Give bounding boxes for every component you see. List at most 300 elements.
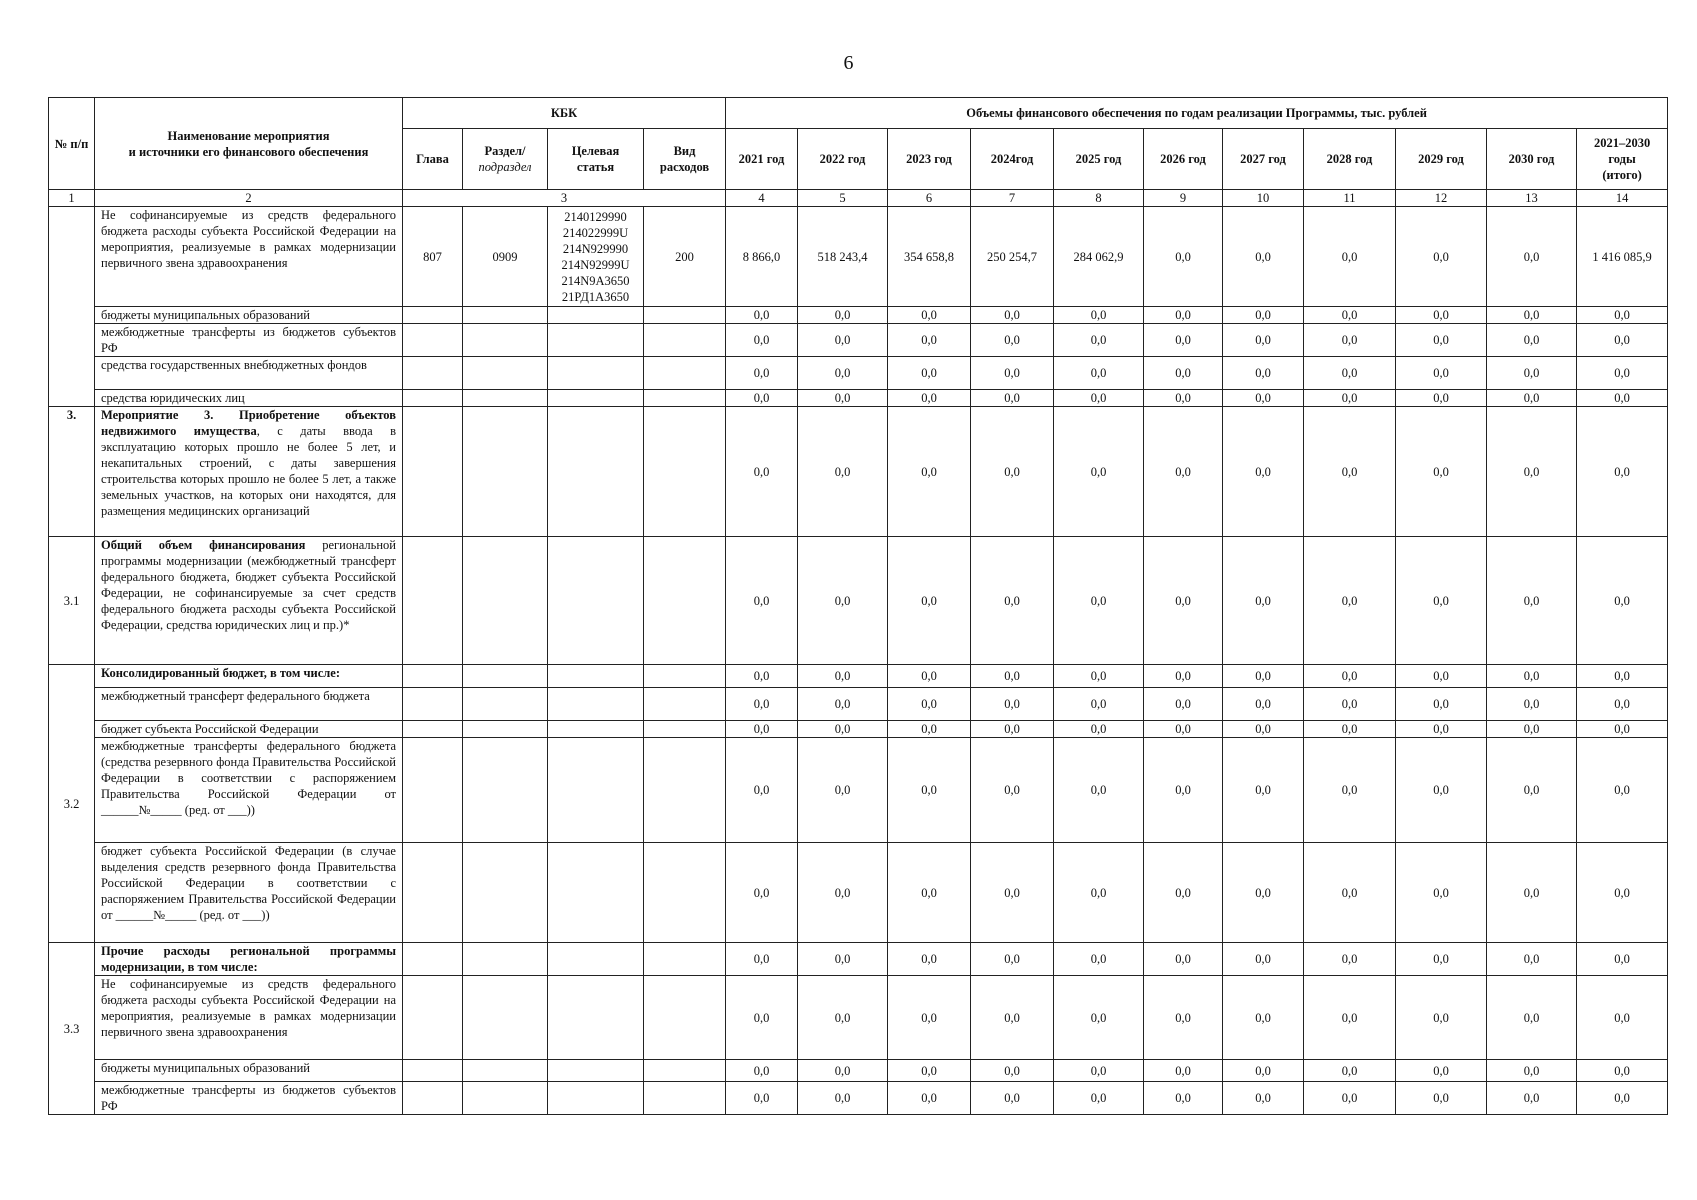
value-cell: 0,0 (798, 307, 888, 324)
kbk-empty (463, 976, 548, 1060)
row-name: бюджет субъекта Российской Федерации (в случае выделения средств резервного фонда Правительства Российской Федерации в соответствии с распоряжением Правительства Российской Федерации от ______№_____ (ред. от ___)) (95, 843, 403, 943)
celevaya-code: 214N92999U (561, 257, 630, 272)
value-cell: 0,0 (1304, 357, 1396, 390)
value-cell: 0,0 (1144, 976, 1223, 1060)
row-name: средства юридических лиц (95, 390, 403, 407)
kbk-empty (644, 307, 726, 324)
value-cell: 0,0 (1304, 721, 1396, 738)
value-cell: 0,0 (1396, 537, 1487, 665)
col-header-vid (644, 129, 726, 190)
row-name: межбюджетные трансферты из бюджетов субъектов РФ (95, 1082, 403, 1115)
value-cell: 0,0 (798, 738, 888, 843)
value-cell: 0,0 (1144, 1082, 1223, 1115)
table-row (49, 390, 1668, 407)
col-number: 2 (95, 190, 403, 207)
value-cell: 0,0 (888, 688, 971, 721)
value-cell: 0,0 (1054, 324, 1144, 357)
vid-line2: расходов (659, 160, 710, 174)
kbk-empty (644, 688, 726, 721)
col-header-volumes: Объемы финансового обеспечения по годам реализации Программы, тыс. рублей (726, 98, 1668, 129)
kbk-empty (548, 843, 644, 943)
value-cell: 0,0 (1577, 1082, 1668, 1115)
value-cell: 0,0 (1054, 357, 1144, 390)
kbk-empty (403, 688, 463, 721)
total-line2: годы (1608, 152, 1636, 166)
value-cell: 0,0 (1577, 738, 1668, 843)
value-cell: 0,0 (1577, 357, 1668, 390)
value-cell: 0,0 (1304, 665, 1396, 688)
kbk-empty (548, 537, 644, 665)
col-header-num: № п/п (49, 98, 95, 190)
value-cell: 0,0 (1054, 1082, 1144, 1115)
value-cell: 0,0 (1223, 1060, 1304, 1082)
value-cell: 0,0 (971, 688, 1054, 721)
value-cell: 250 254,7 (971, 207, 1054, 307)
value-cell: 0,0 (1487, 207, 1577, 307)
value-cell: 0,0 (1487, 943, 1577, 976)
value-cell: 0,0 (798, 324, 888, 357)
value-cell: 0,0 (971, 976, 1054, 1060)
row-name-bold: Прочие расходы региональной программы модернизации, в том числе: (101, 944, 396, 974)
value-cell: 0,0 (888, 738, 971, 843)
kbk-empty (403, 324, 463, 357)
value-cell: 0,0 (1487, 390, 1577, 407)
kbk-empty (463, 1082, 548, 1115)
row-name: бюджеты муниципальных образований (95, 307, 403, 324)
value-cell: 0,0 (1144, 665, 1223, 688)
col-number: 1 (49, 190, 95, 207)
col-header-year: 2028 год (1304, 129, 1396, 190)
value-cell: 0,0 (1577, 688, 1668, 721)
row-name: бюджет субъекта Российской Федерации (95, 721, 403, 738)
kbk-empty (644, 976, 726, 1060)
col-header-year: 2030 год (1487, 129, 1577, 190)
value-cell: 0,0 (1144, 738, 1223, 843)
value-cell: 0,0 (1577, 390, 1668, 407)
celevaya-code: 214022999U (562, 225, 629, 240)
kbk-empty (463, 688, 548, 721)
value-cell: 0,0 (971, 738, 1054, 843)
kbk-empty (548, 721, 644, 738)
row-name-bold: Консолидированный бюджет, в том числе: (101, 666, 340, 680)
col-header-name-line2: и источники его финансового обеспечения (128, 144, 369, 159)
value-cell: 0,0 (888, 407, 971, 537)
col-header-year: 2029 год (1396, 129, 1487, 190)
value-cell: 0,0 (888, 390, 971, 407)
value-cell: 0,0 (1144, 1060, 1223, 1082)
value-cell: 0,0 (888, 943, 971, 976)
kbk-empty (463, 665, 548, 688)
value-cell: 0,0 (971, 1060, 1054, 1082)
kbk-empty (403, 976, 463, 1060)
value-cell: 0,0 (1396, 943, 1487, 976)
kbk-empty (548, 943, 644, 976)
kbk-empty (403, 357, 463, 390)
table-row (49, 1060, 1668, 1082)
value-cell: 0,0 (888, 1082, 971, 1115)
value-cell: 0,0 (1144, 324, 1223, 357)
col-header-glava: Глава (403, 129, 463, 190)
kbk-empty (548, 738, 644, 843)
value-cell: 0,0 (1304, 843, 1396, 943)
value-cell: 0,0 (1054, 665, 1144, 688)
value-cell: 0,0 (798, 976, 888, 1060)
value-cell: 0,0 (726, 1082, 798, 1115)
value-cell: 0,0 (1304, 943, 1396, 976)
col-header-year: 2025 год (1054, 129, 1144, 190)
row-name-rest: региональной программы модернизации (межбюджетный трансферт федерального бюджета, бюджет субъекта Российской Федерации, не софинансируемые за счет средств федерального бюджета расходы субъекта Российской Федерации, средства юридических лиц и пр.)* (101, 538, 396, 632)
value-cell: 0,0 (798, 390, 888, 407)
value-cell: 0,0 (1223, 407, 1304, 537)
col-header-celevaya (548, 129, 644, 190)
value-cell: 1 416 085,9 (1577, 207, 1668, 307)
table-row (49, 207, 1668, 307)
kbk-empty (403, 407, 463, 537)
page-number: 6 (843, 52, 854, 74)
value-cell: 0,0 (1304, 1082, 1396, 1115)
value-cell: 0,0 (726, 665, 798, 688)
value-cell: 0,0 (1223, 843, 1304, 943)
kbk-empty (644, 738, 726, 843)
row-name (95, 943, 403, 976)
kbk-celevaya (548, 207, 644, 307)
col-number: 13 (1487, 190, 1577, 207)
kbk-empty (644, 665, 726, 688)
col-number: 8 (1054, 190, 1144, 207)
kbk-empty (644, 1082, 726, 1115)
value-cell: 0,0 (1577, 307, 1668, 324)
col-header-name (95, 98, 403, 190)
col-header-razdel (463, 129, 548, 190)
col-header-name-line1: Наименование мероприятия (167, 128, 330, 143)
col-number: 10 (1223, 190, 1304, 207)
table-row (49, 738, 1668, 843)
kbk-empty (403, 843, 463, 943)
value-cell: 0,0 (1223, 537, 1304, 665)
kbk-empty (403, 1060, 463, 1082)
kbk-empty (463, 407, 548, 537)
value-cell: 0,0 (888, 665, 971, 688)
value-cell: 0,0 (1487, 324, 1577, 357)
value-cell: 0,0 (1304, 407, 1396, 537)
kbk-empty (548, 390, 644, 407)
value-cell: 0,0 (1054, 307, 1144, 324)
value-cell: 0,0 (1304, 976, 1396, 1060)
value-cell: 0,0 (971, 843, 1054, 943)
kbk-empty (644, 324, 726, 357)
value-cell: 0,0 (1396, 307, 1487, 324)
kbk-empty (644, 843, 726, 943)
value-cell: 0,0 (1223, 688, 1304, 721)
value-cell: 0,0 (726, 390, 798, 407)
col-header-total (1577, 129, 1668, 190)
value-cell: 518 243,4 (798, 207, 888, 307)
kbk-empty (463, 324, 548, 357)
financing-table (48, 97, 1668, 1115)
kbk-empty (644, 537, 726, 665)
kbk-empty (403, 307, 463, 324)
value-cell: 0,0 (798, 688, 888, 721)
value-cell: 0,0 (1304, 324, 1396, 357)
value-cell: 0,0 (888, 843, 971, 943)
col-header-year: 2027 год (1223, 129, 1304, 190)
kbk-empty (463, 738, 548, 843)
kbk-empty (463, 357, 548, 390)
value-cell: 284 062,9 (1054, 207, 1144, 307)
celevaya-code: 214N929990 (562, 241, 629, 256)
value-cell: 0,0 (1577, 324, 1668, 357)
row-name: межбюджетные трансферты федерального бюджета (средства резервного фонда Правительства Российской Федерации в соответствии с распоряжением Правительства Российской Федерации от ______№_____ (ред. от ___)) (95, 738, 403, 843)
col-number: 6 (888, 190, 971, 207)
col-number: 12 (1396, 190, 1487, 207)
table-row (49, 324, 1668, 357)
celevaya-code: 2140129990 (564, 209, 627, 224)
value-cell: 0,0 (971, 357, 1054, 390)
value-cell: 0,0 (798, 1060, 888, 1082)
value-cell: 0,0 (1144, 390, 1223, 407)
value-cell: 0,0 (1223, 721, 1304, 738)
value-cell: 0,0 (1223, 738, 1304, 843)
row-name: межбюджетный трансферт федерального бюджета (95, 688, 403, 721)
kbk-empty (548, 1060, 644, 1082)
value-cell: 0,0 (798, 943, 888, 976)
value-cell: 0,0 (1144, 207, 1223, 307)
value-cell: 0,0 (1223, 207, 1304, 307)
value-cell: 0,0 (1054, 976, 1144, 1060)
kbk-empty (463, 943, 548, 976)
row-name: Не софинансируемые из средств федерального бюджета расходы субъекта Российской Федерации на мероприятия, реализуемые в рамках модернизации первичного звена здравоохранения (95, 976, 403, 1060)
value-cell: 0,0 (798, 537, 888, 665)
kbk-razdel: 0909 (463, 207, 548, 307)
value-cell: 0,0 (1223, 665, 1304, 688)
value-cell: 0,0 (726, 407, 798, 537)
value-cell: 8 866,0 (726, 207, 798, 307)
value-cell: 0,0 (971, 1082, 1054, 1115)
value-cell: 0,0 (798, 843, 888, 943)
total-line1: 2021–2030 (1593, 136, 1651, 150)
row-num: 3.3 (49, 943, 95, 1115)
kbk-empty (548, 307, 644, 324)
value-cell: 0,0 (1396, 688, 1487, 721)
value-cell: 0,0 (1396, 843, 1487, 943)
kbk-empty (548, 665, 644, 688)
kbk-empty (403, 738, 463, 843)
row-name: средства государственных внебюджетных фондов (95, 357, 403, 390)
kbk-empty (463, 721, 548, 738)
row-name: бюджеты муниципальных образований (95, 1060, 403, 1082)
kbk-empty (548, 688, 644, 721)
value-cell: 0,0 (1396, 1082, 1487, 1115)
value-cell: 0,0 (1577, 1060, 1668, 1082)
col-number: 5 (798, 190, 888, 207)
table-row (49, 843, 1668, 943)
value-cell: 0,0 (1144, 407, 1223, 537)
value-cell: 0,0 (726, 537, 798, 665)
col-header-year: 2026 год (1144, 129, 1223, 190)
value-cell: 0,0 (1577, 537, 1668, 665)
value-cell: 0,0 (1396, 721, 1487, 738)
value-cell: 0,0 (1577, 976, 1668, 1060)
table-row (49, 976, 1668, 1060)
kbk-empty (644, 407, 726, 537)
value-cell: 0,0 (888, 1060, 971, 1082)
value-cell: 0,0 (1396, 1060, 1487, 1082)
kbk-empty (463, 390, 548, 407)
value-cell: 0,0 (971, 665, 1054, 688)
value-cell: 0,0 (1577, 721, 1668, 738)
col-number: 9 (1144, 190, 1223, 207)
value-cell: 0,0 (1304, 738, 1396, 843)
row-num: 3.1 (49, 537, 95, 665)
value-cell: 0,0 (1144, 688, 1223, 721)
value-cell: 0,0 (1304, 688, 1396, 721)
value-cell: 0,0 (888, 324, 971, 357)
celevaya-code: 21РД1А3650 (561, 289, 630, 304)
total-line3: (итого) (1602, 168, 1642, 182)
value-cell: 0,0 (1054, 738, 1144, 843)
value-cell: 0,0 (971, 324, 1054, 357)
celevaya-line2: статья (576, 160, 615, 174)
kbk-empty (463, 1060, 548, 1082)
value-cell: 0,0 (971, 537, 1054, 665)
row-name (95, 407, 403, 537)
value-cell: 0,0 (888, 537, 971, 665)
value-cell: 0,0 (1054, 843, 1144, 943)
col-header-kbk: КБК (403, 98, 726, 129)
value-cell: 0,0 (1144, 537, 1223, 665)
value-cell: 0,0 (798, 665, 888, 688)
value-cell: 0,0 (1396, 390, 1487, 407)
value-cell: 0,0 (1487, 721, 1577, 738)
value-cell: 0,0 (1487, 665, 1577, 688)
value-cell: 0,0 (1144, 843, 1223, 943)
kbk-vid: 200 (644, 207, 726, 307)
value-cell: 0,0 (798, 1082, 888, 1115)
value-cell: 0,0 (726, 324, 798, 357)
value-cell: 0,0 (1487, 843, 1577, 943)
value-cell: 0,0 (726, 943, 798, 976)
value-cell: 0,0 (1396, 976, 1487, 1060)
value-cell: 0,0 (1144, 357, 1223, 390)
kbk-empty (644, 390, 726, 407)
value-cell: 0,0 (798, 407, 888, 537)
kbk-glava: 807 (403, 207, 463, 307)
value-cell: 0,0 (1487, 537, 1577, 665)
table-row (49, 357, 1668, 390)
table-row (49, 307, 1668, 324)
value-cell: 354 658,8 (888, 207, 971, 307)
kbk-empty (548, 357, 644, 390)
value-cell: 0,0 (726, 738, 798, 843)
kbk-empty (403, 721, 463, 738)
row-num: 3.2 (49, 665, 95, 943)
razdel-line2: подраздел (478, 160, 532, 174)
value-cell: 0,0 (971, 943, 1054, 976)
value-cell: 0,0 (1396, 665, 1487, 688)
value-cell: 0,0 (1304, 207, 1396, 307)
value-cell: 0,0 (971, 307, 1054, 324)
kbk-empty (463, 537, 548, 665)
col-header-year: 2023 год (888, 129, 971, 190)
value-cell: 0,0 (1487, 407, 1577, 537)
kbk-empty (548, 324, 644, 357)
col-number: 11 (1304, 190, 1396, 207)
celevaya-line1: Целевая (571, 144, 620, 158)
table-row (49, 407, 1668, 537)
kbk-empty (463, 307, 548, 324)
value-cell: 0,0 (971, 390, 1054, 407)
value-cell: 0,0 (1223, 1082, 1304, 1115)
value-cell: 0,0 (1223, 943, 1304, 976)
value-cell: 0,0 (1577, 665, 1668, 688)
kbk-empty (644, 1060, 726, 1082)
value-cell: 0,0 (1223, 390, 1304, 407)
kbk-empty (403, 665, 463, 688)
value-cell: 0,0 (726, 976, 798, 1060)
value-cell: 0,0 (1304, 537, 1396, 665)
row-name: межбюджетные трансферты из бюджетов субъектов РФ (95, 324, 403, 357)
value-cell: 0,0 (1054, 1060, 1144, 1082)
kbk-empty (403, 943, 463, 976)
value-cell: 0,0 (1487, 307, 1577, 324)
value-cell: 0,0 (1054, 390, 1144, 407)
col-number: 7 (971, 190, 1054, 207)
kbk-empty (548, 976, 644, 1060)
value-cell: 0,0 (726, 843, 798, 943)
col-header-year: 2024год (971, 129, 1054, 190)
row-name: Не софинансируемые из средств федерального бюджета расходы субъекта Российской Федерации на мероприятия, реализуемые в рамках модернизации первичного звена здравоохранения (95, 207, 403, 307)
col-number: 14 (1577, 190, 1668, 207)
value-cell: 0,0 (1054, 537, 1144, 665)
value-cell: 0,0 (1487, 976, 1577, 1060)
kbk-empty (463, 843, 548, 943)
value-cell: 0,0 (888, 357, 971, 390)
value-cell: 0,0 (1144, 307, 1223, 324)
value-cell: 0,0 (1396, 357, 1487, 390)
value-cell: 0,0 (1223, 357, 1304, 390)
kbk-empty (644, 721, 726, 738)
value-cell: 0,0 (888, 976, 971, 1060)
value-cell: 0,0 (1223, 324, 1304, 357)
value-cell: 0,0 (1054, 688, 1144, 721)
value-cell: 0,0 (1304, 307, 1396, 324)
row-name (95, 537, 403, 665)
kbk-empty (644, 943, 726, 976)
value-cell: 0,0 (1487, 1082, 1577, 1115)
value-cell: 0,0 (1577, 843, 1668, 943)
value-cell: 0,0 (1577, 943, 1668, 976)
row-name-bold: Общий объем финансирования (101, 538, 306, 552)
value-cell: 0,0 (1396, 407, 1487, 537)
table-row (49, 665, 1668, 688)
table-row (49, 688, 1668, 721)
value-cell: 0,0 (1577, 407, 1668, 537)
value-cell: 0,0 (1223, 307, 1304, 324)
value-cell: 0,0 (1396, 207, 1487, 307)
value-cell: 0,0 (726, 1060, 798, 1082)
row-name-rest: , с даты ввода в эксплуатацию которых прошло не более 5 лет, и некапитальных строений, с даты завершения строительства которых прошло не более 5 лет, а также земельных участков, на которых они находятся, для размещения медицинских организаций (101, 424, 396, 518)
table-row (49, 1082, 1668, 1115)
value-cell: 0,0 (1144, 943, 1223, 976)
razdel-line1: Раздел/ (484, 144, 526, 158)
kbk-empty (403, 537, 463, 665)
value-cell: 0,0 (726, 307, 798, 324)
value-cell: 0,0 (1223, 976, 1304, 1060)
value-cell: 0,0 (1054, 943, 1144, 976)
value-cell: 0,0 (1487, 688, 1577, 721)
col-number: 4 (726, 190, 798, 207)
vid-line1: Вид (673, 144, 696, 158)
